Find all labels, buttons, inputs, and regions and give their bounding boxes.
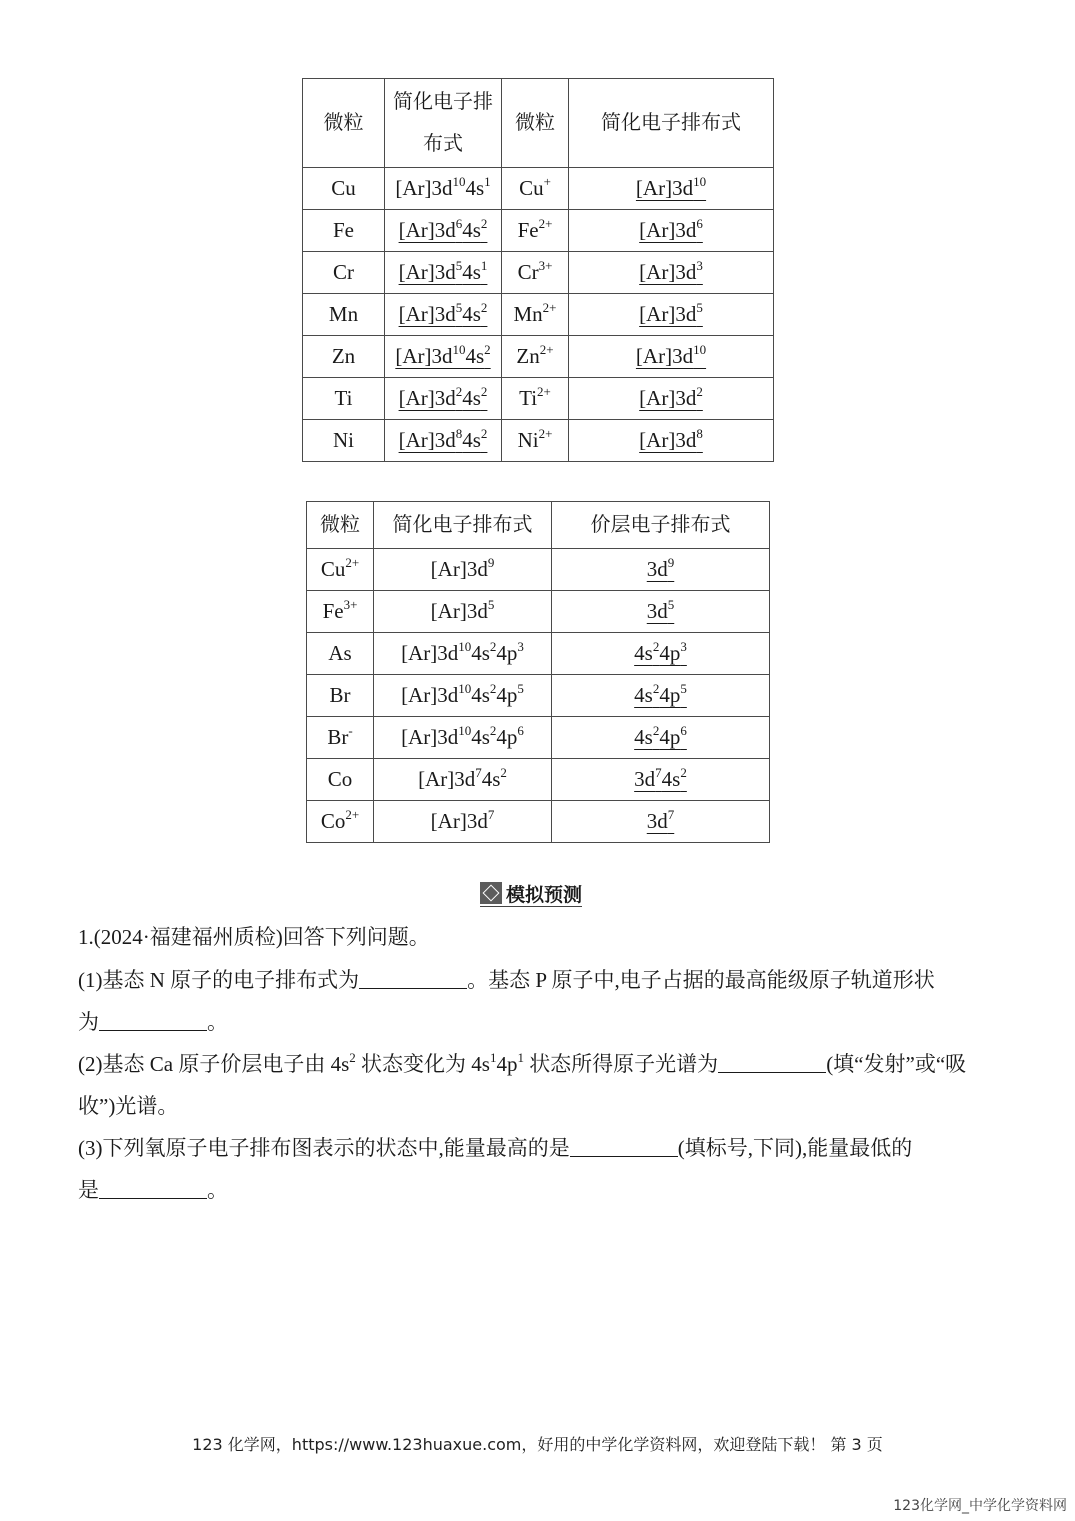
section-title [480, 880, 582, 907]
config-cell: $[Ar]3d^7$ [374, 801, 552, 843]
particle-cell: As [307, 633, 374, 675]
answer-text: $[Ar]3d^8$ [639, 426, 703, 453]
particle-cell: Zn [303, 336, 385, 378]
answer-text: $3d^74s^2$ [634, 765, 687, 792]
particle-cell: Mn [303, 294, 385, 336]
header-particle: 微粒 [307, 502, 374, 549]
table-row [307, 675, 770, 717]
ion-config-cell [569, 420, 774, 462]
particle-cell: Cu [303, 168, 385, 210]
config-cell [385, 336, 502, 378]
particle-cell: Fe [303, 210, 385, 252]
particle-cell: Ti [303, 378, 385, 420]
ion-config-cell [569, 336, 774, 378]
header-config-2: 简化电子排布式 [569, 79, 774, 168]
table-row [303, 378, 774, 420]
q1-text-b: 。基态 P 原子中,电子占据的最高能级原子轨道形状 [467, 968, 935, 992]
header-config-line1: 简化电子排 [393, 91, 493, 113]
table-row [303, 420, 774, 462]
question-3-line-1 [78, 1132, 912, 1162]
watermark: 123化学网_中学化学资料网 [893, 1498, 1067, 1514]
config-cell [385, 378, 502, 420]
table-row [307, 801, 770, 843]
header-valence-config: 价层电子排布式 [552, 502, 770, 549]
ion-cell: $Zn^{2+}$ [502, 336, 569, 378]
answer-text: $[Ar]3d^{10}4s^2$ [395, 342, 491, 369]
answer-text: $[Ar]3d^2$ [639, 384, 703, 411]
config-cell [385, 294, 502, 336]
config-cell: $[Ar]3d^{10}4s^24p^5$ [374, 675, 552, 717]
answer-text: $4s^24p^6$ [634, 723, 687, 750]
particle-cell: Ni [303, 420, 385, 462]
answer-text: $[Ar]3d^84s^2$ [398, 426, 488, 453]
q2-text-a: (2)基态 Ca 原子价层电子由 $4s^2$ 状态变化为 $4s^14p^1$ 状态所得原子光谱为 [78, 1050, 719, 1076]
answer-text: $[Ar]3d^54s^2$ [398, 300, 488, 327]
ion-cell: $Ni^{2+}$ [502, 420, 569, 462]
particle-cell: $Co^{2+}$ [307, 801, 374, 843]
config-cell: $[Ar]3d^9$ [374, 549, 552, 591]
config-cell: $[Ar]3d^{10}4s^24p^6$ [374, 717, 552, 759]
header-particle-2: 微粒 [502, 79, 569, 168]
answer-blank-3[interactable] [718, 1052, 826, 1073]
table-row [307, 633, 770, 675]
table-row [307, 759, 770, 801]
particle-cell: Cr [303, 252, 385, 294]
electron-config-table-2 [306, 501, 770, 843]
question-2-line-1 [78, 1048, 966, 1078]
answer-text: $[Ar]3d^54s^1$ [398, 258, 488, 285]
ion-cell: $Cr^{3+}$ [502, 252, 569, 294]
answer-text: $3d^9$ [646, 555, 675, 582]
ion-config-cell [569, 252, 774, 294]
q1-text-c: 为 [78, 1010, 99, 1034]
ion-config-cell [569, 168, 774, 210]
table-row [307, 549, 770, 591]
particle-cell: Br- [307, 717, 374, 759]
valence-config-cell [552, 549, 770, 591]
q3-text-b: (填标号,下同),能量最低的 [677, 1136, 913, 1160]
answer-text: $[Ar]3d^64s^2$ [398, 216, 488, 243]
answer-blank-2[interactable] [99, 1010, 207, 1031]
answer-text: $3d^7$ [646, 807, 675, 834]
page-footer: 123 化学网，https://www.123huaxue.com，好用的中学化学资料网，欢迎登陆下载！ 第 3 页 [192, 1435, 883, 1454]
particle-cell: Br [307, 675, 374, 717]
answer-text: $4s^24p^3$ [634, 639, 687, 666]
q3-text-a: (3)下列氧原子电子排布图表示的状态中,能量最高的是 [78, 1136, 570, 1160]
electron-config-table-1 [302, 78, 774, 462]
answer-text: $4s^24p^5$ [634, 681, 687, 708]
q1-text-a: (1)基态 N 原子的电子排布式为 [78, 968, 360, 992]
table-row [303, 252, 774, 294]
valence-config-cell [552, 801, 770, 843]
table-row [303, 168, 774, 210]
question-stem: 1.(2024·福建福州质检)回答下列问题。 [78, 925, 430, 949]
ion-config-cell [569, 294, 774, 336]
q3-text-d: 。 [207, 1178, 228, 1202]
config-cell: $[Ar]3d^74s^2$ [374, 759, 552, 801]
answer-text: $[Ar]3d^3$ [639, 258, 703, 285]
valence-config-cell [552, 717, 770, 759]
config-cell [385, 210, 502, 252]
header-particle-1: 微粒 [303, 79, 385, 168]
question-1-line-2 [78, 1006, 228, 1036]
config-cell: $[Ar]3d^5$ [374, 591, 552, 633]
table-row [303, 336, 774, 378]
question-1-line-1 [78, 964, 935, 994]
valence-config-cell [552, 591, 770, 633]
table-1-body [303, 168, 774, 462]
answer-text: $[Ar]3d^{10}$ [635, 174, 707, 201]
answer-text: $[Ar]3d^5$ [639, 300, 703, 327]
answer-blank-1[interactable] [359, 968, 467, 989]
particle-cell: $Cu^{2+}$ [307, 549, 374, 591]
config-cell: $[Ar]3d^{10}4s^1$ [385, 168, 502, 210]
table-2-body [307, 549, 770, 843]
ion-cell: $Fe^{2+}$ [502, 210, 569, 252]
answer-text: $[Ar]3d^6$ [639, 216, 703, 243]
config-cell [385, 420, 502, 462]
header-config-1 [385, 79, 502, 168]
config-cell: $[Ar]3d^{10}4s^24p^3$ [374, 633, 552, 675]
table-row [303, 294, 774, 336]
ion-cell: Cu+ [502, 168, 569, 210]
ion-config-cell [569, 378, 774, 420]
valence-config-cell [552, 759, 770, 801]
q1-text-d: 。 [207, 1010, 228, 1034]
question-3-line-2 [78, 1174, 228, 1204]
valence-config-cell [552, 675, 770, 717]
answer-text: $3d^5$ [646, 597, 675, 624]
answer-text: $[Ar]3d^{10}$ [635, 342, 707, 369]
valence-config-cell [552, 633, 770, 675]
section-title-text: 模拟预测 [506, 883, 583, 906]
config-cell [385, 252, 502, 294]
table-row [307, 591, 770, 633]
ion-config-cell [569, 210, 774, 252]
q3-text-c: 是 [78, 1178, 99, 1202]
answer-blank-5[interactable] [99, 1178, 207, 1199]
answer-text: $[Ar]3d^24s^2$ [398, 384, 488, 411]
ion-cell: $Mn^{2+}$ [502, 294, 569, 336]
particle-cell: $Fe^{3+}$ [307, 591, 374, 633]
q2-text-b: (填“发射”或“吸 [826, 1052, 967, 1076]
header-config: 简化电子排布式 [374, 502, 552, 549]
answer-blank-4[interactable] [570, 1136, 678, 1157]
question-2-line-2: 收”)光谱。 [78, 1094, 179, 1118]
table-row [303, 210, 774, 252]
table-row [307, 717, 770, 759]
header-config-line2: 布式 [423, 133, 463, 155]
ion-cell: $Ti^{2+}$ [502, 378, 569, 420]
particle-cell: Co [307, 759, 374, 801]
diamond-icon [480, 882, 502, 904]
